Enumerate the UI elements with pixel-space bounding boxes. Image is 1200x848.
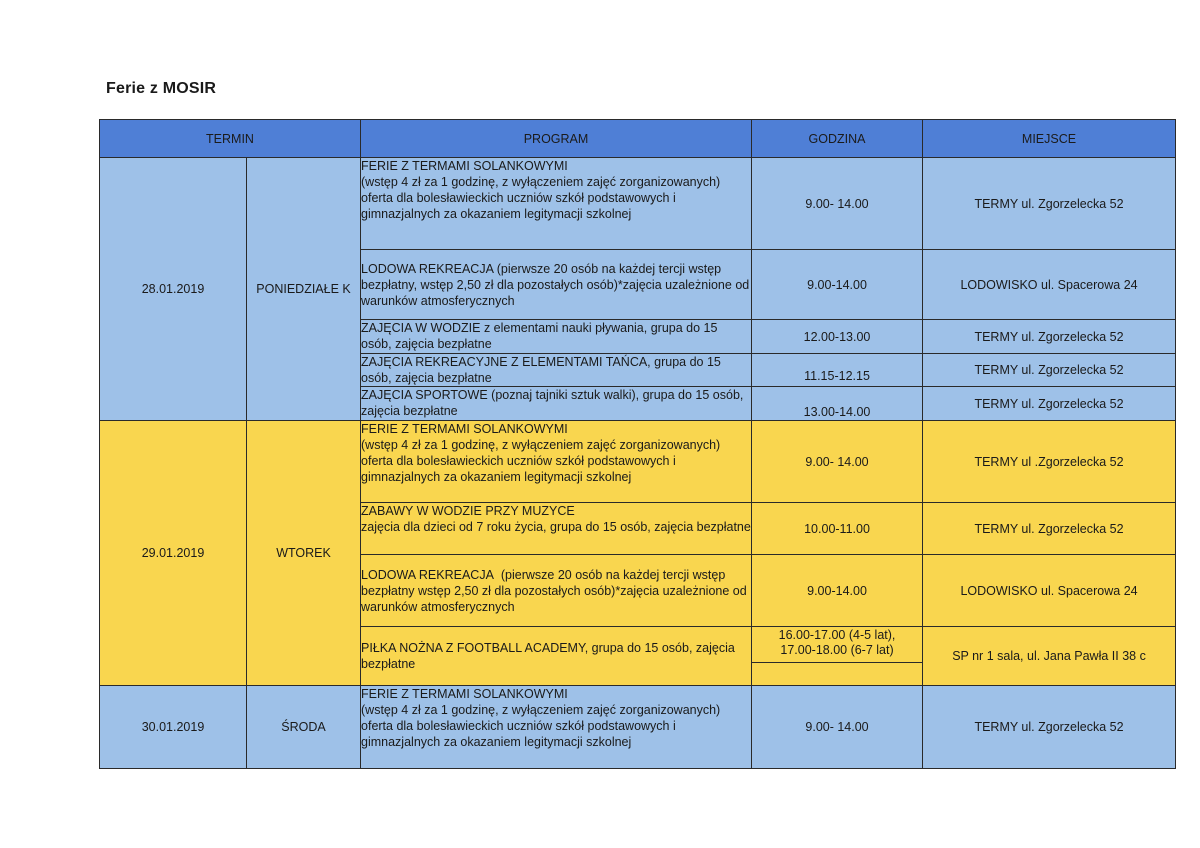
program-cell <box>361 354 752 387</box>
program-cell <box>361 250 752 320</box>
program-cell <box>361 555 752 627</box>
program-cell <box>361 387 752 421</box>
hours-line-b: 17.00-18.00 (6-7 lat) <box>780 643 894 657</box>
table-row <box>100 421 1176 503</box>
date-cell: 29.01.2019 <box>100 421 247 686</box>
page-title: Ferie z MOSIR <box>106 80 217 97</box>
place-cell: LODOWISKO ul. Spacerowa 24 <box>923 555 1176 627</box>
place-cell: TERMY ul. Zgorzelecka 52 <box>923 354 1176 387</box>
hours-cell: 13.00-14.00 <box>752 387 923 421</box>
hours-divider <box>752 662 922 685</box>
program-desc: (pierwsze 20 osób na każdej tercji wstęp bezpłatny, wstęp 2,50 zł dla pozostałych osób)*zajęcia uzależnione od warunków atmosferycznych <box>361 261 750 308</box>
hours-cell: 9.00-14.00 <box>752 555 923 627</box>
place-cell: LODOWISKO ul. Spacerowa 24 <box>923 250 1176 320</box>
program-desc: z elementami nauki pływania, grupa do 15 osób, zajęcia bezpłatne <box>361 321 718 351</box>
place-cell: TERMY ul. Zgorzelecka 52 <box>923 320 1176 354</box>
program-title: FERIE Z TERMAMI SOLANKOWYMI <box>361 687 568 701</box>
hours-cell: 9.00- 14.00 <box>752 158 923 250</box>
program-cell <box>361 503 752 555</box>
hours-cell: 9.00-14.00 <box>752 250 923 320</box>
program-desc: zajęcia dla dzieci od 7 roku życia, grupa do 15 osób, zajęcia bezpłatne <box>361 520 751 534</box>
program-cell <box>361 627 752 686</box>
program-desc: (poznaj tajniki sztuk walki), grupa do 15 osób, zajęcia bezpłatne <box>361 388 744 418</box>
place-cell: SP nr 1 sala, ul. Jana Pawła II 38 c <box>923 627 1176 686</box>
program-title: ZAJĘCIA W WODZIE <box>361 321 481 335</box>
program-title: LODOWA REKREACJA <box>361 261 494 276</box>
program-desc: grupa do 15 osób, zajęcia bezpłatne <box>361 355 721 385</box>
program-desc: (wstęp 4 zł za 1 godzinę, z wyłączeniem zajęć zorganizowanych) oferta dla bolesławieckich uczniów szkół podstawowych i gimnazjalnych za okazaniem legitymacji szkolnej <box>361 703 721 749</box>
place-cell: TERMY ul. Zgorzelecka 52 <box>923 686 1176 769</box>
header-termin: TERMIN <box>100 120 361 158</box>
weekday-cell: PONIEDZIAŁE K <box>247 158 361 421</box>
program-cell <box>361 686 752 769</box>
program-title: LODOWA REKREACJA <box>361 567 494 582</box>
date-cell: 28.01.2019 <box>100 158 247 421</box>
program-cell <box>361 320 752 354</box>
hours-cell: 10.00-11.00 <box>752 503 923 555</box>
program-title: PIŁKA NOŻNA Z FOOTBALL ACADEMY, <box>361 641 589 655</box>
program-desc: (wstęp 4 zł za 1 godzinę, z wyłączeniem zajęć zorganizowanych) oferta dla bolesławieckich uczniów szkół podstawowych i gimnazjalnych za okazaniem legitymacji szkolnej <box>361 438 721 484</box>
weekday-cell: WTOREK <box>247 421 361 686</box>
header-godzina: GODZINA <box>752 120 923 158</box>
table-row <box>100 686 1176 769</box>
schedule-table <box>99 119 1176 769</box>
hours-cell: 11.15-12.15 <box>752 354 923 387</box>
program-desc: grupa do 15 osób, zajęcia bezpłatne <box>361 641 735 671</box>
place-cell: TERMY ul. Zgorzelecka 52 <box>923 387 1176 421</box>
header-program: PROGRAM <box>361 120 752 158</box>
program-title: ZABAWY W WODZIE PRZY MUZYCE <box>361 504 575 518</box>
hours-cell: 12.00-13.00 <box>752 320 923 354</box>
program-desc: (pierwsze 20 osób na każdej tercji wstęp bezpłatny wstęp 2,50 zł dla pozostałych osób)*zajęcia uzależnione od warunków atmosferycznych <box>361 567 747 614</box>
table-header-row <box>100 120 1176 158</box>
program-title: ZAJĘCIA REKREACYJNE Z ELEMENTAMI TAŃCA, <box>361 355 651 369</box>
hours-cell: 9.00- 14.00 <box>752 421 923 503</box>
weekday-cell: ŚRODA <box>247 686 361 769</box>
header-miejsce: MIEJSCE <box>923 120 1176 158</box>
place-cell: TERMY ul .Zgorzelecka 52 <box>923 421 1176 503</box>
program-title: FERIE Z TERMAMI SOLANKOWYMI <box>361 422 568 436</box>
table-row <box>100 158 1176 250</box>
hours-cell <box>752 627 923 686</box>
program-cell <box>361 158 752 250</box>
program-title: ZAJĘCIA SPORTOWE <box>361 388 488 402</box>
place-cell: TERMY ul. Zgorzelecka 52 <box>923 158 1176 250</box>
date-cell: 30.01.2019 <box>100 686 247 769</box>
program-title: FERIE Z TERMAMI SOLANKOWYMI <box>361 159 568 173</box>
hours-cell: 9.00- 14.00 <box>752 686 923 769</box>
program-desc: (wstęp 4 zł za 1 godzinę, z wyłączeniem zajęć zorganizowanych) oferta dla bolesławieckich uczniów szkół podstawowych i gimnazjalnych za okazaniem legitymacji szkolnej <box>361 175 721 221</box>
place-cell: TERMY ul. Zgorzelecka 52 <box>923 503 1176 555</box>
program-cell <box>361 421 752 503</box>
hours-line-a: 16.00-17.00 (4-5 lat), <box>778 628 896 642</box>
